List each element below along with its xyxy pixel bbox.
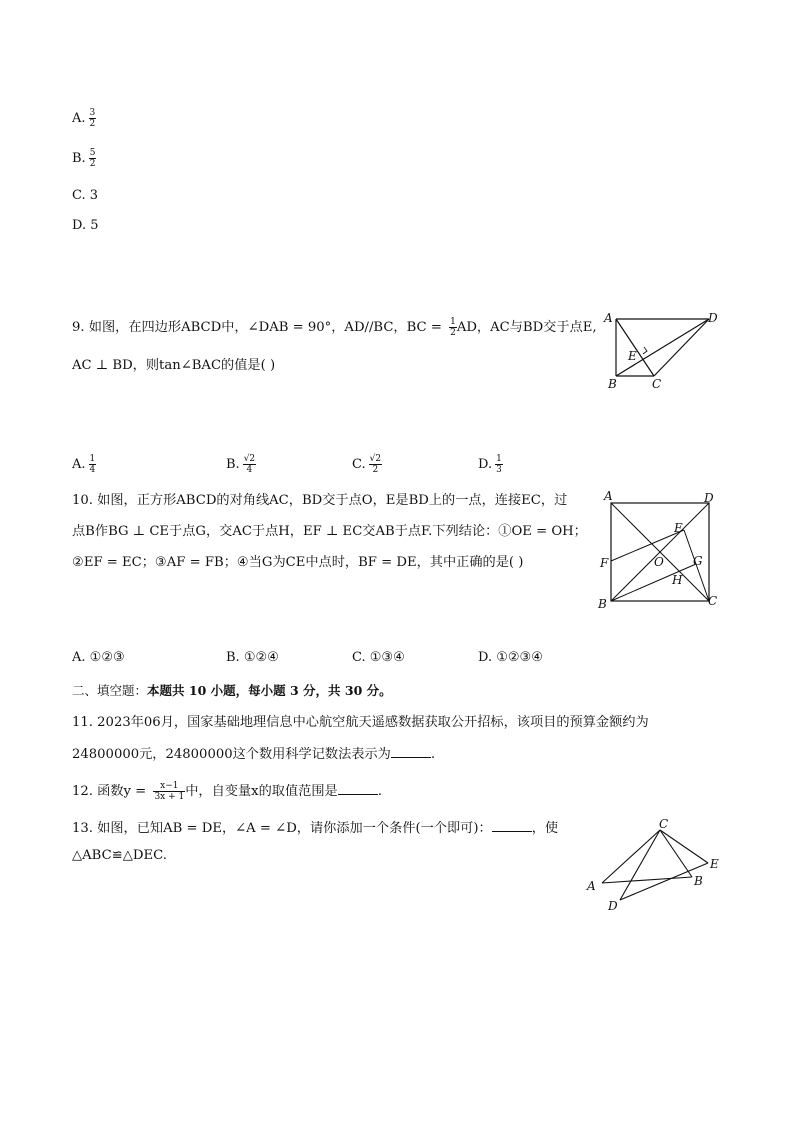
q9-line1: 9. 如图，在四边形ABCD中，∠DAB = 90°，AD//BC，BC = $\frac{1}{2}$ AD，AC与BD交于点E, [72,317,597,338]
label-B: B [608,377,617,391]
section2-heading: 二、填空题：本题共 10 小题，每小题 3 分，共 30 分。 [72,683,392,698]
label-C: C [652,377,662,391]
label-H: H [672,573,683,587]
q9-option-b: B. $\frac{√2}{4}$ [226,454,256,475]
q13-line2: △ABC≌△DEC. [72,848,167,863]
label-E: E [628,349,637,363]
label-C: C [659,817,669,831]
q8-option-d: D. 5 [72,218,99,233]
q9-option-d: D. $\frac{1}{3}$ [478,454,502,475]
label-D: D [708,311,718,325]
label-D: D [608,899,618,913]
label-A: A [604,311,613,325]
label-C: C [708,594,718,608]
q8-option-b: B. $\frac{5}{2}$ [72,148,96,169]
q11-line2: 24800000元，24800000这个数用科学记数法表示为 . [72,747,436,762]
label-E: E [674,521,683,535]
label-O: O [654,555,664,569]
q10-option-a: A. ①②③ [72,650,125,665]
q8-option-a: A. $\frac{3}{2}$ [72,108,96,129]
label-E: E [710,857,719,871]
q13-figure [580,815,725,915]
q8-option-c: C. 3 [72,188,99,203]
q12-answer-blank[interactable] [338,782,378,795]
label-G: G [693,554,703,568]
q10-line1: 10. 如图，正方形ABCD的对角线AC，BD交于点O，E是BD上的一点，连接EC，过 [72,493,568,508]
label-A: A [604,490,613,503]
q13-line1: 13. 如图，已知AB = DE，∠A = ∠D，请你添加一个条件(一个即可)： ，使 [72,821,559,836]
q11-line1: 11. 2023年06月，国家基础地理信息中心航空航天遥感数据获取公开招标，该项目的预算金额约为 [72,715,649,730]
label-A: A [587,879,596,893]
q9-option-c: C. $\frac{√2}{2}$ [352,454,382,475]
q10-line3: ②EF = EC；③AF = FB；④当G为CE中点时，BF = DE，其中正确的是( ) [72,555,524,570]
q9-figure [596,306,726,392]
label-B: B [694,874,703,888]
q13-answer-blank[interactable] [492,819,532,832]
label-D: D [704,491,714,505]
q9-line2: AC ⊥ BD，则tan∠BAC的值是( ) [72,358,276,373]
q11-answer-blank[interactable] [391,745,431,758]
q10-option-b: B. ①②④ [226,650,279,665]
q10-option-c: C. ①③④ [352,650,405,665]
q10-line2: 点B作BG ⊥ CE于点G，交AC于点H，EF ⊥ EC交AB于点F.下列结论：①OE = OH； [72,524,587,539]
q12-line: 12. 函数y = $\frac{x-1}{3x + 1}$ 中，自变量x的取值范围是 . [72,781,382,802]
q10-figure [596,490,726,612]
q9-option-a: A. $\frac{1}{4}$ [72,454,96,475]
label-B: B [598,597,607,611]
q10-option-d: D. ①②③④ [478,650,543,665]
label-F: F [600,556,609,570]
